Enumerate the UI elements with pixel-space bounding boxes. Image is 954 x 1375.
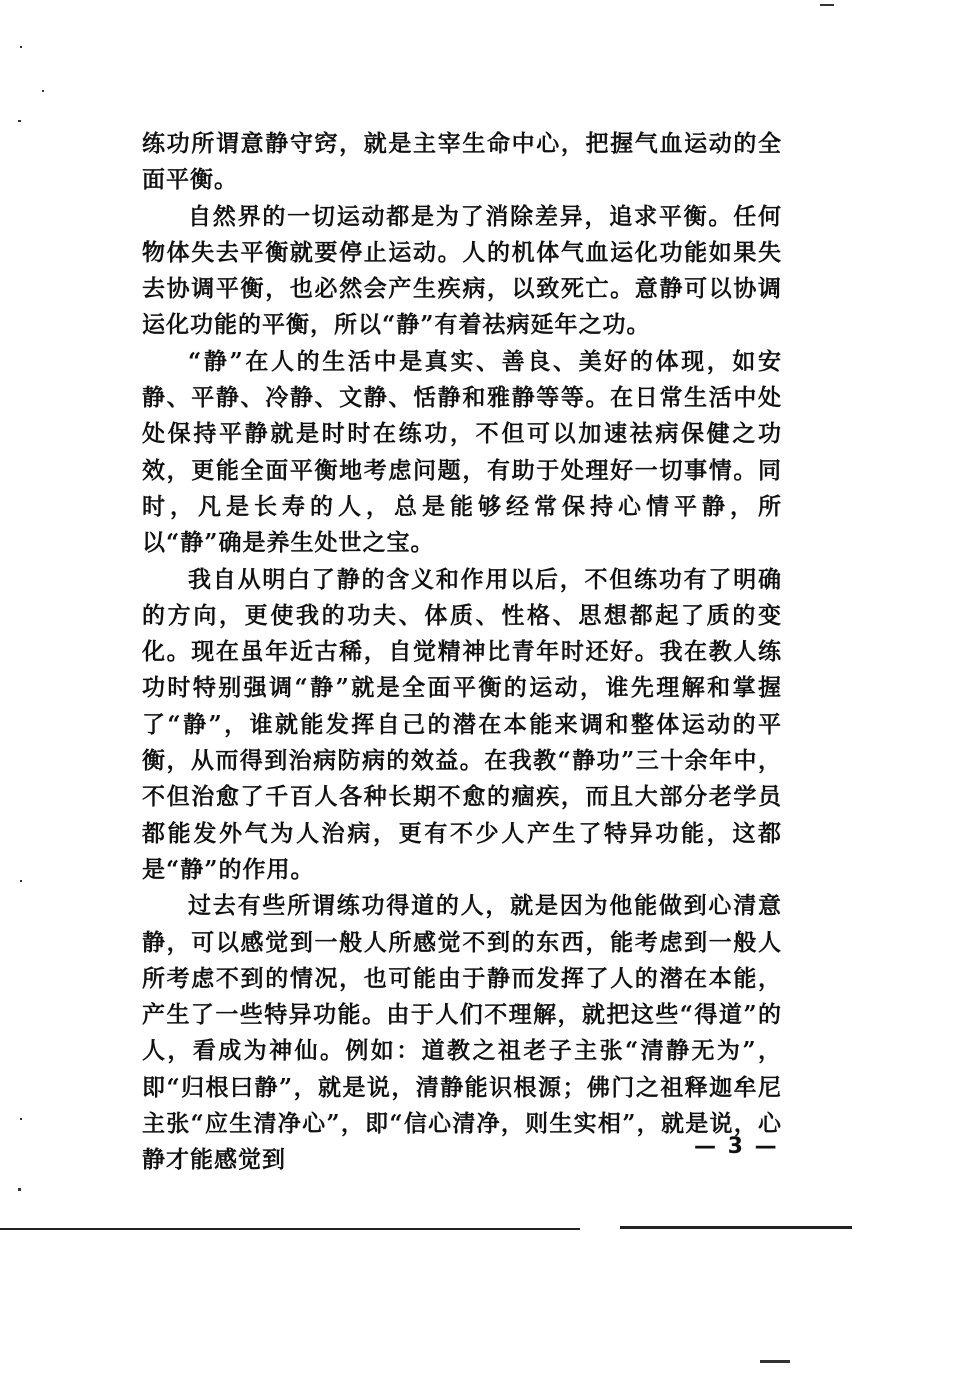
scan-speck — [20, 46, 22, 48]
paragraph-2: 自然界的一切运动都是为了消除差异，追求平衡。任何物体失去平衡就要停止运动。人的机体气血运化功能如果失去协调平衡，也必然会产生疾病，以致死亡。意静可以协调运化功能的平衡，所以“静”有着祛病延年之功。 — [142, 202, 782, 339]
body-text — [142, 126, 782, 1179]
paragraph-1: 练功所谓意静守窍，就是主宰生命中心，把握气血运动的全面平衡。 — [142, 130, 782, 194]
scan-speck — [18, 120, 21, 122]
scan-speck — [820, 4, 834, 6]
scan-speck — [760, 1360, 790, 1363]
scan-edge-line-right — [620, 1226, 852, 1229]
scan-speck — [42, 90, 44, 92]
scan-speck — [18, 1188, 21, 1191]
page-number: — 3 — — [694, 1134, 779, 1159]
paragraph-4: 我自从明白了静的含义和作用以后，不但练功有了明确的方向，更使我的功夫、体质、性格、思想都起了质的变化。现在虽年近古稀，自觉精神比青年时还好。我在教人练功时特别强调“静”就是全面平衡的运动，谁先理解和掌握了“静”，谁就能发挥自己的潜在本能来调和整体运动的平衡，从而得到治病防病的效益。在我教“静功”三十余年中，不但治愈了千百人各种长期不愈的痼疾，而且大部分老学员都能发外气为人治病，更有不少人产生了特异功能，这都是“静”的作用。 — [142, 565, 782, 883]
paragraph-5: 过去有些所谓练功得道的人，就是因为他能做到心清意静，可以感觉到一般人所感觉不到的东西，能考虑到一般人所考虑不到的情况，也可能由于静而发挥了人的潜在本能，产生了一些特异功能。由于人们不理解，就把这些“得道”的人，看成为神仙。例如：道教之祖老子主张“清静无为”，即“归根曰静”，就是说，清静能识根源；佛门之祖释迦牟尼主张“应生清净心”，即“信心清净，则生实相”，就是说，心静才能感觉到 — [142, 892, 782, 1174]
paragraph-3: “静”在人的生活中是真实、善良、美好的体现，如安静、平静、冷静、文静、恬静和雅静等等。在日常生活中处处保持平静就是时时在练功，不但可以加速祛病保健之功效，更能全面平衡地考虑问题，有助于处理好一切事情。同时，凡是长寿的人，总是能够经常保持心情平静，所以“静”确是养生处世之宝。 — [142, 347, 782, 557]
scan-edge-line-left — [0, 1228, 580, 1230]
scan-speck — [20, 1118, 22, 1120]
scan-speck — [20, 880, 22, 882]
